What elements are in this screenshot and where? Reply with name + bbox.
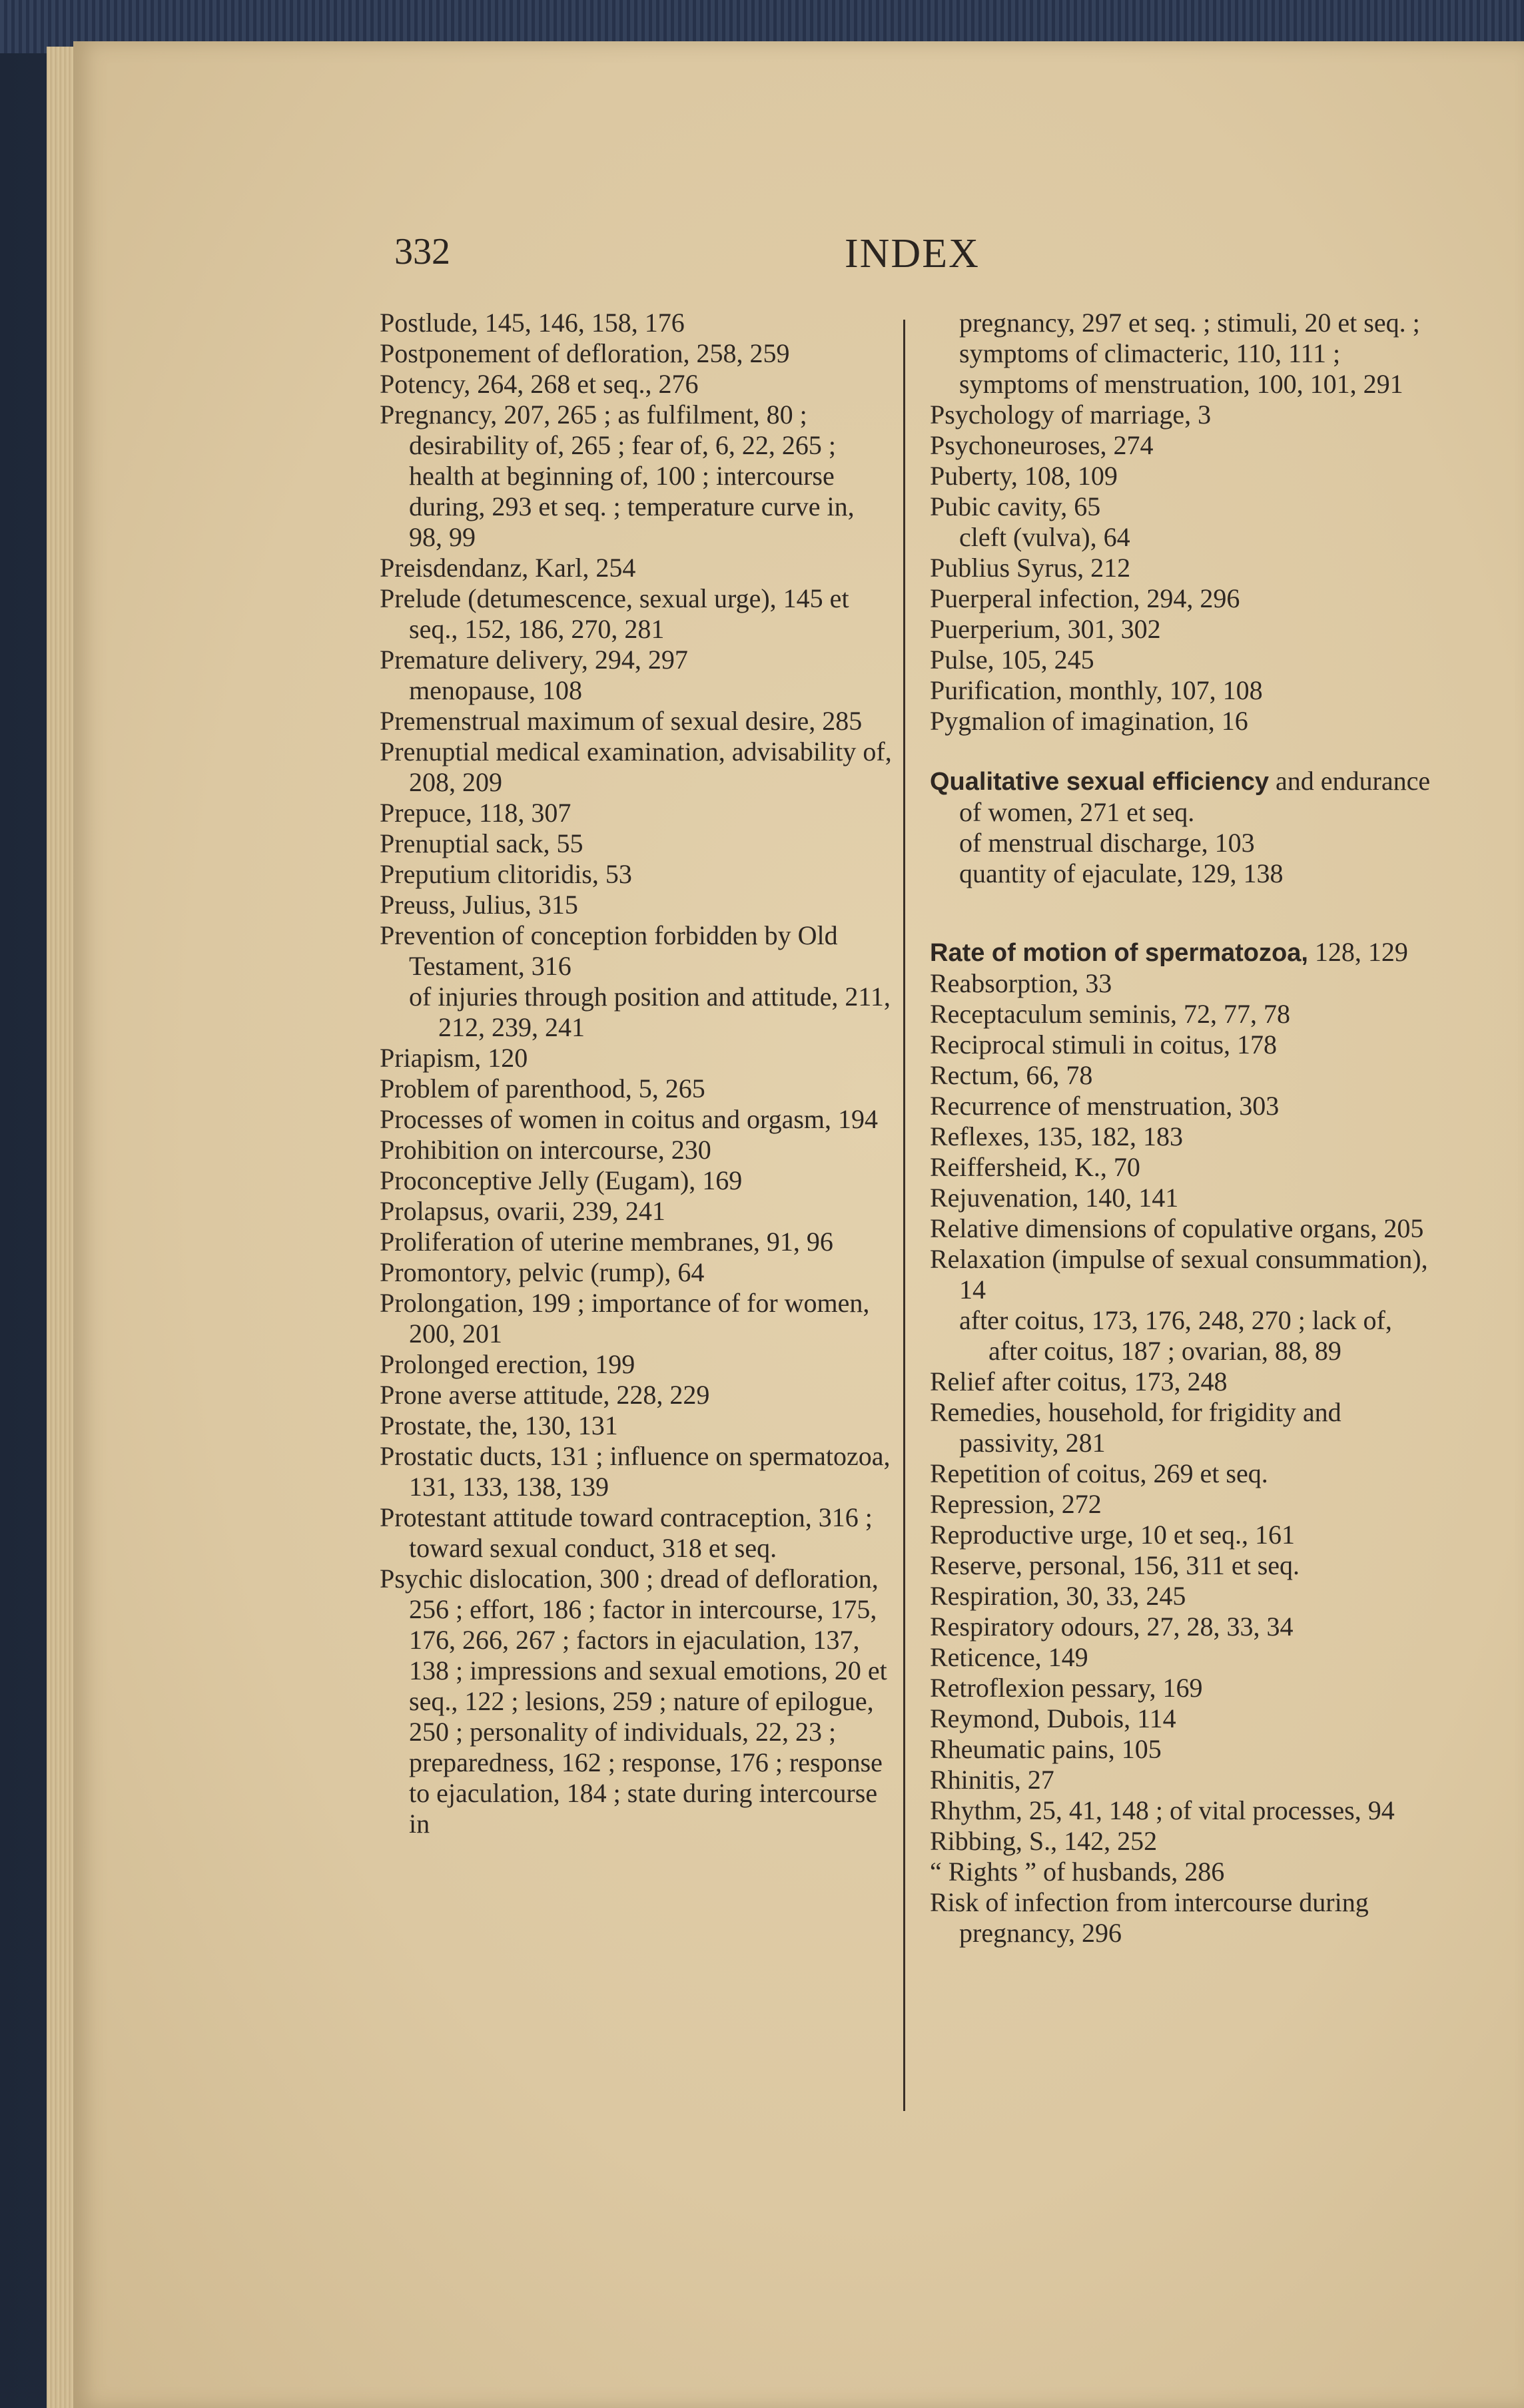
- index-entry: Repetition of coitus, 269 et seq.: [930, 1458, 1268, 1488]
- index-entry: Preputium clitoridis, 53: [380, 859, 632, 889]
- index-entry: Purification, monthly, 107, 108: [930, 675, 1263, 705]
- index-entry: Prolonged erection, 199: [380, 1349, 635, 1379]
- index-entry-text: and endurance of women, 271 et seq.: [959, 766, 1431, 827]
- index-entry: Protestant attitude toward contraception, 316 ; toward sexual conduct, 318 et seq.: [380, 1502, 873, 1563]
- index-entry: Reproductive urge, 10 et seq., 161: [930, 1520, 1296, 1550]
- index-entry: Priapism, 120: [380, 1043, 528, 1073]
- index-entry: Proconceptive Jelly (Eugam), 169: [380, 1165, 743, 1195]
- column-divider: [903, 320, 905, 2111]
- index-entry: Rectum, 66, 78: [930, 1060, 1093, 1090]
- index-entry: Psychic dislocation, 300 ; dread of defloration, 256 ; effort, 186 ; factor in intercourse, 175, 176, 266, 267 ; factors in ejaculation, 137, 138 ; impressions and sexual emotions, 20 et seq., 122 ; lesions, 259 ; nature of epilogue, 250 ; personality of individuals, 22, 23 ; preparedness, 162 ; response, 176 ; response to ejaculation, 184 ; state during intercourse in: [380, 1564, 887, 1839]
- running-head: INDEX: [845, 231, 980, 276]
- index-entry: Repression, 272: [930, 1489, 1102, 1519]
- index-entry: Prevention of conception forbidden by Old Testament, 316: [380, 920, 838, 981]
- index-entry: Remedies, household, for frigidity and passivity, 281: [930, 1397, 1341, 1458]
- index-entry: Puerperium, 301, 302: [930, 614, 1161, 644]
- index-entry: Promontory, pelvic (rump), 64: [380, 1257, 705, 1287]
- index-entry: Premature delivery, 294, 297: [380, 645, 688, 675]
- index-entry: “ Rights ” of husbands, 286: [930, 1857, 1225, 1887]
- index-column-right: [930, 308, 1443, 1949]
- index-entry: menopause, 108: [409, 675, 582, 705]
- index-entry: Rhinitis, 27: [930, 1765, 1054, 1795]
- index-entry: Prostate, the, 130, 131: [380, 1410, 618, 1440]
- index-term-bold: Qualitative sexual efficiency: [930, 768, 1270, 796]
- index-entry: Prepuce, 118, 307: [380, 798, 572, 828]
- index-entry: pregnancy, 297 et seq. ; stimuli, 20 et seq. ; symptoms of climacteric, 110, 111 ; symptoms of menstruation, 100, 101, 291: [959, 308, 1420, 399]
- index-entry: Retroflexion pessary, 169: [930, 1673, 1203, 1703]
- index-entry: Pulse, 105, 245: [930, 645, 1094, 675]
- index-entry: Prelude (detumescence, sexual urge), 145 et seq., 152, 186, 270, 281: [380, 583, 849, 644]
- index-entry: Puberty, 108, 109: [930, 461, 1118, 491]
- index-entry: Preisdendanz, Karl, 254: [380, 553, 636, 583]
- index-entry: Prohibition on intercourse, 230: [380, 1135, 711, 1165]
- index-entry: Psychoneuroses, 274: [930, 430, 1154, 460]
- index-entry: Respiration, 30, 33, 245: [930, 1581, 1186, 1611]
- index-entry: Recurrence of menstruation, 303: [930, 1091, 1280, 1121]
- page-header: [0, 230, 1524, 284]
- index-column-left: [380, 308, 893, 1839]
- index-entry: Ribbing, S., 142, 252: [930, 1826, 1158, 1856]
- index-entry: Preuss, Julius, 315: [380, 890, 578, 920]
- index-entry: Relaxation (impulse of sexual consummation), 14: [930, 1244, 1428, 1305]
- index-entry: Puerperal infection, 294, 296: [930, 583, 1240, 613]
- index-entry: Reabsorption, 33: [930, 968, 1112, 998]
- index-entry: Pygmalion of imagination, 16: [930, 706, 1248, 736]
- index-entry: Prenuptial sack, 55: [380, 828, 583, 858]
- index-entry: of menstrual discharge, 103: [959, 828, 1255, 858]
- index-entry: Psychology of marriage, 3: [930, 400, 1212, 430]
- index-entry: Reiffersheid, K., 70: [930, 1152, 1140, 1182]
- index-entry: Rejuvenation, 140, 141: [930, 1183, 1179, 1213]
- index-entry: Postlude, 145, 146, 158, 176: [380, 308, 685, 338]
- index-entry: Reflexes, 135, 182, 183: [930, 1121, 1183, 1151]
- index-entry: Prenuptial medical examination, advisability of, 208, 209: [380, 737, 892, 797]
- index-entry: Reciprocal stimuli in coitus, 178: [930, 1030, 1278, 1059]
- index-entry: Reticence, 149: [930, 1642, 1088, 1672]
- index-entry: Processes of women in coitus and orgasm, 194: [380, 1104, 879, 1134]
- index-entry: Relief after coitus, 173, 248: [930, 1366, 1228, 1396]
- index-entry: quantity of ejaculate, 129, 138: [959, 858, 1284, 888]
- index-entry-text: 128, 129: [1308, 937, 1408, 967]
- index-entry: Postponement of defloration, 258, 259: [380, 338, 790, 368]
- index-term-bold: Rate of motion of spermatozoa,: [930, 939, 1308, 967]
- index-entry: Respiratory odours, 27, 28, 33, 34: [930, 1612, 1294, 1642]
- index-entry: of injuries through position and attitude, 211, 212, 239, 241: [409, 982, 891, 1042]
- index-entry: after coitus, 173, 176, 248, 270 ; lack of, after coitus, 187 ; ovarian, 88, 89: [959, 1305, 1392, 1366]
- index-entry: Relative dimensions of copulative organs, 205: [930, 1213, 1424, 1243]
- index-entry: [930, 766, 1443, 828]
- index-entry: Potency, 264, 268 et seq., 276: [380, 369, 699, 399]
- index-entry: Risk of infection from intercourse during pregnancy, 296: [930, 1887, 1369, 1948]
- index-entry: Rhythm, 25, 41, 148 ; of vital processes, 94: [930, 1795, 1395, 1825]
- index-entry: Publius Syrus, 212: [930, 553, 1131, 583]
- index-entry: Proliferation of uterine membranes, 91, 96: [380, 1227, 833, 1257]
- index-entry: Rheumatic pains, 105: [930, 1734, 1162, 1764]
- index-entry: cleft (vulva), 64: [959, 522, 1130, 552]
- index-entry: Reymond, Dubois, 114: [930, 1703, 1176, 1733]
- page-number: 332: [394, 231, 450, 272]
- index-entry: Prostatic ducts, 131 ; influence on spermatozoa, 131, 133, 138, 139: [380, 1441, 891, 1502]
- index-entry: [930, 937, 1443, 968]
- index-entry: Prolapsus, ovarii, 239, 241: [380, 1196, 665, 1226]
- index-entry: Prolongation, 199 ; importance of for women, 200, 201: [380, 1288, 870, 1349]
- index-entry: Pubic cavity, 65: [930, 491, 1101, 521]
- index-entry: Problem of parenthood, 5, 265: [380, 1073, 705, 1103]
- index-entry: Reserve, personal, 156, 311 et seq.: [930, 1550, 1300, 1580]
- index-entry: Premenstrual maximum of sexual desire, 285: [380, 706, 863, 736]
- index-entry: Prone averse attitude, 228, 229: [380, 1380, 710, 1410]
- index-entry: Pregnancy, 207, 265 ; as fulfilment, 80 ; desirability of, 265 ; fear of, 6, 22, 265 ; health at beginning of, 100 ; intercourse during, 293 et seq. ; temperature curve in, 98, 99: [380, 400, 855, 552]
- index-entry: Receptaculum seminis, 72, 77, 78: [930, 999, 1291, 1029]
